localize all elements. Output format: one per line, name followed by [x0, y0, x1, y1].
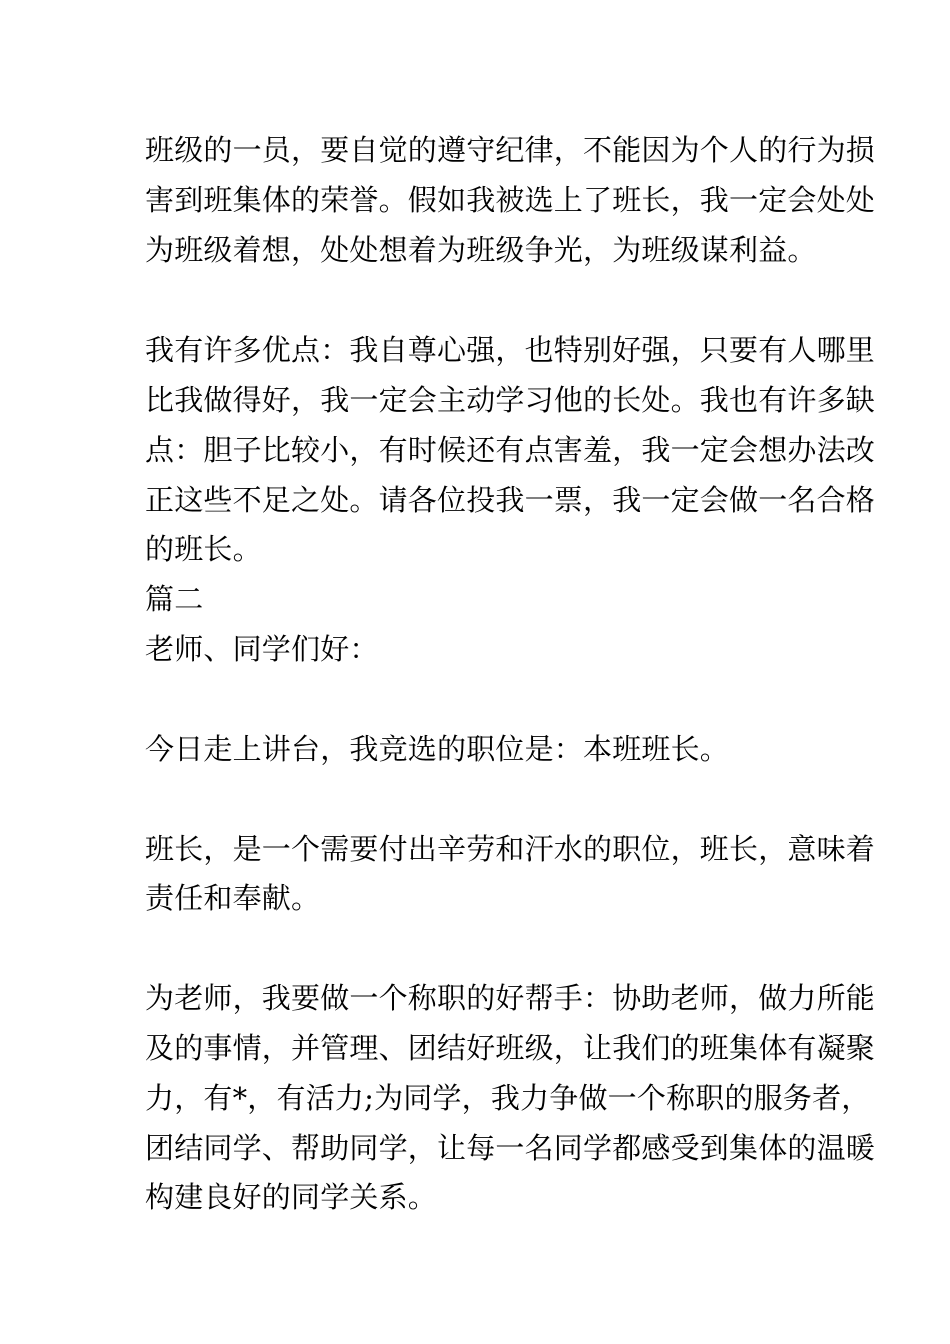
text-line: 今日走上讲台，我竞选的职位是：本班班长。	[145, 732, 730, 766]
text-line: 我有许多优点：我自尊心强，也特别好强，只要有人哪里	[145, 333, 876, 367]
text-line: 责任和奉献。	[145, 881, 321, 915]
text-line: 力，有*，有活力;为同学，我力争做一个称职的服务者，	[145, 1081, 871, 1115]
text-line: 及的事情，并管理、团结好班级，让我们的班集体有凝聚	[145, 1031, 876, 1065]
text-line: 为老师，我要做一个称职的好帮手：协助老师，做力所能	[145, 981, 876, 1015]
greeting: 老师、同学们好：	[145, 632, 379, 666]
text-line: 的班长。	[145, 532, 262, 566]
text-line: 比我做得好，我一定会主动学习他的长处。我也有许多缺	[145, 383, 876, 417]
text-line: 班长，是一个需要付出辛劳和汗水的职位，班长，意味着	[145, 832, 876, 866]
text-line: 正这些不足之处。请各位投我一票，我一定会做一名合格	[145, 483, 876, 517]
text-line: 为班级着想，处处想着为班级争光，为班级谋利益。	[145, 233, 817, 267]
section-heading: 篇二	[145, 582, 204, 616]
text-line: 害到班集体的荣誉。假如我被选上了班长，我一定会处处	[145, 183, 876, 217]
text-line: 构建良好的同学关系。	[145, 1180, 438, 1214]
text-line: 班级的一员，要自觉的遵守纪律，不能因为个人的行为损	[145, 133, 876, 167]
text-line: 点：胆子比较小，有时候还有点害羞，我一定会想办法改	[145, 433, 876, 467]
text-line: 团结同学、帮助同学，让每一名同学都感受到集体的温暖	[145, 1131, 876, 1165]
